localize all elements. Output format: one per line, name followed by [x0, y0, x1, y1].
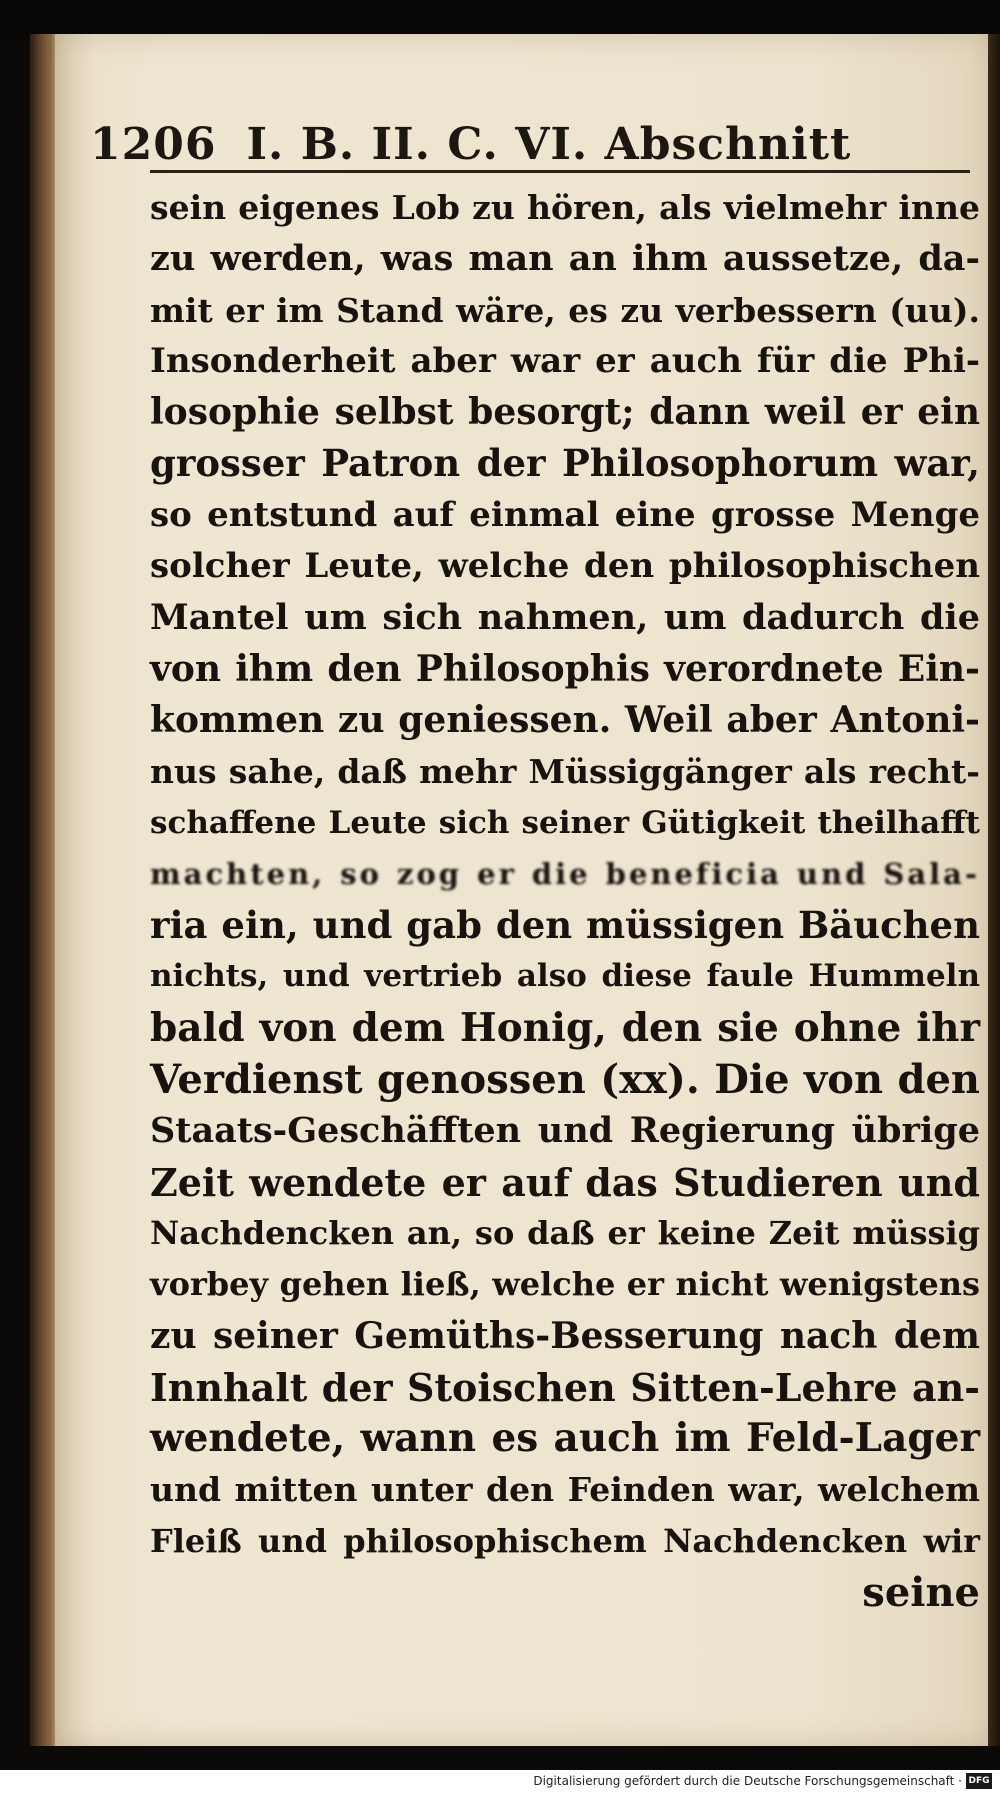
text-line: Insonderheit aber war er auch für die Phi- — [150, 340, 980, 381]
text-line: schaffene Leute sich seiner Gütigkeit theilhafft — [150, 804, 980, 841]
header-rule — [150, 170, 970, 173]
text-line-smudged: machten, so zog er die beneficia und Sala- — [150, 856, 980, 891]
text-line: so entstund auf einmal eine grosse Menge — [150, 494, 980, 535]
running-title: I. B. II. C. VI. Abschnitt — [246, 119, 852, 170]
text-line: wendete, wann es auch im Feld-Lager — [150, 1415, 980, 1462]
body-text — [150, 182, 980, 1618]
text-line: Mantel um sich nahmen, um dadurch die — [150, 597, 980, 639]
catchword: seine — [862, 1569, 980, 1617]
page-number: 1206 — [90, 119, 217, 170]
text-line: vorbey gehen ließ, welche er nicht wenigstens — [150, 1265, 980, 1304]
text-line: Fleiß und philosophischem Nachdencken wir — [150, 1521, 980, 1560]
text-line: solcher Leute, welche den philosophischen — [150, 546, 980, 587]
text-line: grosser Patron der Philosophorum war, — [150, 441, 980, 486]
text-line: Nachdencken an, so daß er keine Zeit müssig — [150, 1213, 980, 1252]
text-line: bald von dem Honig, den sie ohne ihr — [150, 1004, 980, 1051]
text-line: mit er im Stand wäre, es zu verbessern (uu). — [150, 290, 980, 330]
text-line: kommen zu geniessen. Weil aber Antoni- — [150, 698, 980, 741]
text-line: und mitten unter den Feinden war, welchem — [150, 1470, 980, 1510]
text-line: Innhalt der Stoischen Sitten-Lehre an- — [150, 1364, 980, 1410]
text-line: von ihm den Philosophis verordnete Ein- — [150, 647, 980, 690]
text-line: nus sahe, daß mehr Müssiggänger als recht- — [150, 752, 980, 792]
digitization-credit: Digitalisierung gefördert durch die Deutsche Forschungsgemeinschaft · — [533, 1774, 962, 1788]
running-header — [90, 100, 970, 170]
text-line: ria ein, und gab den müssigen Bäuchen — [150, 903, 980, 948]
text-line: Zeit wendete er auf das Studieren und — [150, 1159, 980, 1205]
text-line: losophie selbst besorgt; dann weil er ein — [150, 391, 980, 434]
dfg-logo-icon: DFG — [966, 1773, 992, 1789]
text-line: Verdienst genossen (xx). Die von den — [150, 1056, 980, 1104]
text-line: zu seiner Gemüths-Besserung nach dem — [150, 1314, 980, 1357]
page-edge — [988, 34, 1000, 1746]
text-line: Staats-Geschäfften und Regierung übrige — [150, 1110, 980, 1152]
text-line: zu werden, was man an ihm aussetze, da- — [150, 238, 980, 280]
text-line: sein eigenes Lob zu hören, als vielmehr inne — [150, 188, 980, 227]
text-line: nichts, und vertrieb also diese faule Hummeln — [150, 958, 980, 995]
